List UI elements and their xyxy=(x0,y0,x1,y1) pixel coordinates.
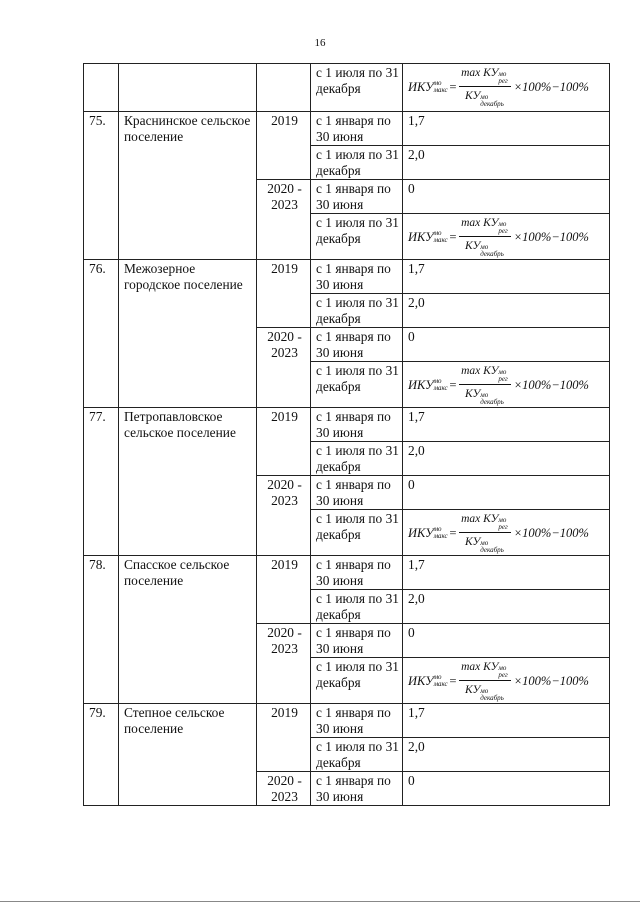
formula-num-sup: мо xyxy=(498,664,507,672)
formula-num-sub: рег xyxy=(498,523,508,531)
value-h1-2020: 0 xyxy=(403,180,610,214)
formula-tail: ×100%−100% xyxy=(513,525,589,540)
page-number: 16 xyxy=(314,37,326,49)
formula-lhs-sup: мо xyxy=(433,672,442,681)
row-number: 78. xyxy=(84,556,119,704)
formula-den-sub: декабрь xyxy=(480,694,504,702)
formula-num-sub: рег xyxy=(498,671,508,679)
formula-lhs: ИКУ xyxy=(408,377,434,392)
formula-cell xyxy=(403,214,610,260)
formula-den-sup: мо xyxy=(480,687,489,695)
row-number: 79. xyxy=(84,704,119,806)
formula-lhs-sub: макс xyxy=(433,85,448,94)
formula-num-sup: мо xyxy=(498,368,507,376)
formula-lhs-sub: макс xyxy=(433,235,448,244)
period-h1: с 1 января по 30 июня xyxy=(311,180,403,214)
formula-equals: = xyxy=(448,673,458,688)
formula-lhs-sup: мо xyxy=(433,524,442,533)
formula-equals: = xyxy=(448,79,458,94)
value-h1-2020: 0 xyxy=(403,624,610,658)
value-h1-2019: 1,7 xyxy=(403,556,610,590)
formula-equals: = xyxy=(448,525,458,540)
period-h2: с 1 июля по 31 декабря xyxy=(311,658,403,704)
period-h2: с 1 июля по 31 декабря xyxy=(311,362,403,408)
formula-lhs: ИКУ xyxy=(408,229,434,244)
year-2020-2023: 2020 - 2023 xyxy=(257,476,311,556)
value-h1-2019: 1,7 xyxy=(403,704,610,738)
formula-num-sub: рег xyxy=(498,227,508,235)
formula-tail: ×100%−100% xyxy=(513,229,589,244)
value-h2-2019: 2,0 xyxy=(403,442,610,476)
formula-max: max xyxy=(461,67,481,79)
value-h1-2019: 1,7 xyxy=(403,112,610,146)
formula-den-var: КУ xyxy=(465,536,481,548)
year-2020-2023: 2020 - 2023 xyxy=(257,624,311,704)
period-cell: с 1 июля по 31 декабря xyxy=(311,64,403,112)
formula-max: max xyxy=(461,661,481,673)
year-2019: 2019 xyxy=(257,704,311,772)
formula-num-sub: рег xyxy=(498,77,508,85)
formula-num-var: КУ xyxy=(483,365,499,377)
period-h2: с 1 июля по 31 декабря xyxy=(311,738,403,772)
formula-fraction xyxy=(459,65,511,108)
formula-lhs: ИКУ xyxy=(408,525,434,540)
formula-den-var: КУ xyxy=(465,240,481,252)
formula-lhs-sub: макс xyxy=(433,679,448,688)
formula-fraction xyxy=(459,215,511,258)
formula-cell xyxy=(403,510,610,556)
formula-den-sub: декабрь xyxy=(480,250,504,258)
value-h2-2019: 2,0 xyxy=(403,146,610,180)
formula-den-sub: декабрь xyxy=(480,398,504,406)
formula-cell xyxy=(403,658,610,704)
value-h1-2020: 0 xyxy=(403,476,610,510)
period-h1: с 1 января по 30 июня xyxy=(311,260,403,294)
formula-num-var: КУ xyxy=(483,217,499,229)
period-h1: с 1 января по 30 июня xyxy=(311,408,403,442)
table-row xyxy=(84,408,610,442)
formula-den-var: КУ xyxy=(465,684,481,696)
formula-lhs-sup: мо xyxy=(433,228,442,237)
row-number-cell xyxy=(84,64,119,112)
period-h2: с 1 июля по 31 декабря xyxy=(311,510,403,556)
row-number: 77. xyxy=(84,408,119,556)
formula-lhs: ИКУ xyxy=(408,673,434,688)
year-2019: 2019 xyxy=(257,260,311,328)
year-2020-2023: 2020 - 2023 xyxy=(257,772,311,806)
index-formula xyxy=(408,363,606,406)
formula-den-sub: декабрь xyxy=(480,546,504,554)
formula-num-var: КУ xyxy=(483,513,499,525)
table-row xyxy=(84,64,610,112)
formula-tail: ×100%−100% xyxy=(513,673,589,688)
value-h2-2019: 2,0 xyxy=(403,294,610,328)
tariff-index-table xyxy=(83,63,610,806)
period-h1: с 1 января по 30 июня xyxy=(311,772,403,806)
period-h2: с 1 июля по 31 декабря xyxy=(311,294,403,328)
settlement-name: Спасское сельское поселение xyxy=(119,556,257,704)
formula-max: max xyxy=(461,513,481,525)
table-row xyxy=(84,704,610,738)
formula-num-sup: мо xyxy=(498,70,507,78)
value-h2-2019: 2,0 xyxy=(403,590,610,624)
period-h1: с 1 января по 30 июня xyxy=(311,624,403,658)
formula-lhs: ИКУ xyxy=(408,79,434,94)
year-2020-2023: 2020 - 2023 xyxy=(257,328,311,408)
year-2019: 2019 xyxy=(257,556,311,624)
period-h1: с 1 января по 30 июня xyxy=(311,476,403,510)
index-formula xyxy=(408,215,606,258)
year-2019: 2019 xyxy=(257,112,311,180)
formula-den-var: КУ xyxy=(465,90,481,102)
table-row xyxy=(84,556,610,590)
value-h1-2020: 0 xyxy=(403,328,610,362)
period-h2: с 1 июля по 31 декабря xyxy=(311,442,403,476)
index-formula xyxy=(408,659,606,702)
row-number: 75. xyxy=(84,112,119,260)
year-cell xyxy=(257,64,311,112)
period-h1: с 1 января по 30 июня xyxy=(311,556,403,590)
formula-num-var: КУ xyxy=(483,661,499,673)
formula-den-var: КУ xyxy=(465,388,481,400)
formula-den-sup: мо xyxy=(480,539,489,547)
index-formula xyxy=(408,65,606,108)
period-h1: с 1 января по 30 июня xyxy=(311,328,403,362)
formula-den-sub: декабрь xyxy=(480,100,504,108)
formula-num-sub: рег xyxy=(498,375,508,383)
settlement-name: Межозерное городское поселение xyxy=(119,260,257,408)
formula-lhs-sub: макс xyxy=(433,531,448,540)
formula-num-sup: мо xyxy=(498,220,507,228)
formula-lhs-sup: мо xyxy=(433,376,442,385)
formula-cell xyxy=(403,362,610,408)
formula-num-sup: мо xyxy=(498,516,507,524)
index-formula xyxy=(408,511,606,554)
formula-lhs-sup: мо xyxy=(433,78,442,87)
formula-tail: ×100%−100% xyxy=(513,79,589,94)
formula-tail: ×100%−100% xyxy=(513,377,589,392)
formula-fraction xyxy=(459,511,511,554)
formula-den-sup: мо xyxy=(480,391,489,399)
period-h2: с 1 июля по 31 декабря xyxy=(311,590,403,624)
formula-max: max xyxy=(461,217,481,229)
formula-den-sup: мо xyxy=(480,243,489,251)
period-h1: с 1 января по 30 июня xyxy=(311,112,403,146)
period-h2: с 1 июля по 31 декабря xyxy=(311,214,403,260)
formula-num-var: КУ xyxy=(483,67,499,79)
period-h2: с 1 июля по 31 декабря xyxy=(311,146,403,180)
formula-cell xyxy=(403,64,610,112)
year-2019: 2019 xyxy=(257,408,311,476)
value-h1-2020: 0 xyxy=(403,772,610,806)
year-2020-2023: 2020 - 2023 xyxy=(257,180,311,260)
period-h1: с 1 января по 30 июня xyxy=(311,704,403,738)
formula-max: max xyxy=(461,365,481,377)
formula-den-sup: мо xyxy=(480,93,489,101)
formula-fraction xyxy=(459,363,511,406)
value-h2-2019: 2,0 xyxy=(403,738,610,772)
settlement-name: Краснинское сельское поселение xyxy=(119,112,257,260)
settlement-name: Степное сельское поселение xyxy=(119,704,257,806)
value-h1-2019: 1,7 xyxy=(403,260,610,294)
row-number: 76. xyxy=(84,260,119,408)
table-row xyxy=(84,112,610,146)
settlement-name-cell xyxy=(119,64,257,112)
formula-lhs-sub: макс xyxy=(433,383,448,392)
table-row xyxy=(84,260,610,294)
formula-fraction xyxy=(459,659,511,702)
value-h1-2019: 1,7 xyxy=(403,408,610,442)
formula-equals: = xyxy=(448,229,458,244)
formula-equals: = xyxy=(448,377,458,392)
settlement-name: Петропавловское сельское поселение xyxy=(119,408,257,556)
page-bottom-edge xyxy=(0,901,640,902)
